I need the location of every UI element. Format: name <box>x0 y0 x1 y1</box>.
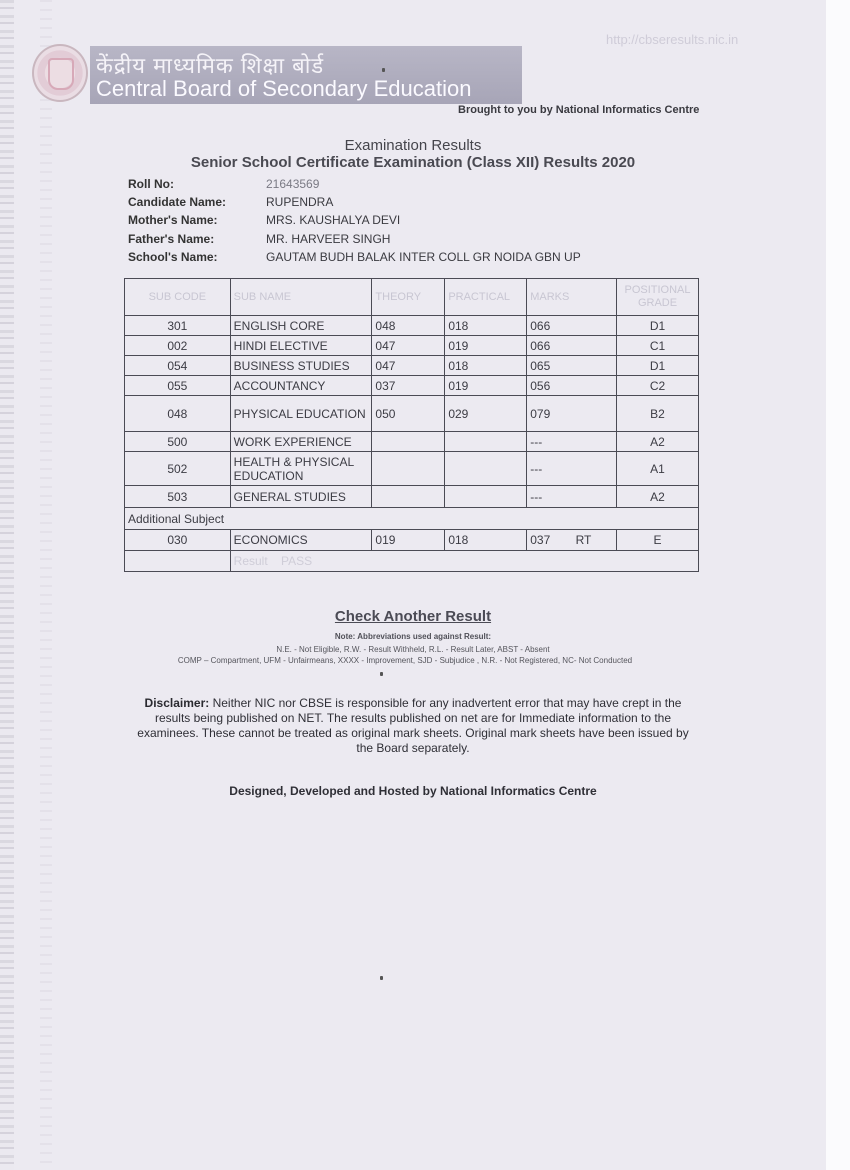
theory <box>372 486 445 508</box>
sub-name: BUSINESS STUDIES <box>230 356 372 376</box>
brought-by: Brought to you by National Informatics Centre <box>458 104 700 116</box>
result-label: Result <box>233 554 268 568</box>
sub-code: 503 <box>125 486 231 508</box>
marks: 079 <box>527 396 617 432</box>
sub-code: 030 <box>125 530 231 551</box>
name-value: RUPENDRA <box>266 195 334 209</box>
roll-label: Roll No: <box>128 177 174 191</box>
theory: 047 <box>372 356 445 376</box>
marks: 066 <box>527 316 617 336</box>
sub-name: WORK EXPERIENCE <box>230 432 372 452</box>
grade: C1 <box>617 336 699 356</box>
theory <box>372 452 445 486</box>
disclaimer-text: Neither NIC nor CBSE is responsible for any inadvertent error that may have crept in the results being published on NET. The results published on net are for Immediate information to the examinees. These cannot be treated as original mark sheets. Original mark sheets have been issued by the Board separately. <box>137 696 689 755</box>
grade: A1 <box>617 452 699 486</box>
marks: --- <box>527 452 617 486</box>
grade: E <box>617 530 699 551</box>
designed-by: Designed, Developed and Hosted by National Informatics Centre <box>229 784 597 798</box>
theory: 019 <box>372 530 445 551</box>
page-edge <box>826 0 850 1170</box>
table-row <box>125 452 699 486</box>
table-row <box>125 376 699 396</box>
sub-name: ACCOUNTANCY <box>230 376 372 396</box>
table-row <box>125 486 699 508</box>
sub-name: HEALTH & PHYSICAL EDUCATION <box>230 452 372 486</box>
marks-cell <box>527 530 617 551</box>
sub-code: 502 <box>125 452 231 486</box>
father-value: MR. HARVEER SINGH <box>266 232 391 246</box>
table-header-row <box>125 279 699 316</box>
scan-artifact-strip <box>40 0 52 1170</box>
practical <box>445 452 527 486</box>
practical: 029 <box>445 396 527 432</box>
sub-name: PHYSICAL EDUCATION <box>230 396 372 432</box>
school-label: School's Name: <box>128 250 218 264</box>
name-label: Candidate Name: <box>128 195 227 209</box>
sub-code: 500 <box>125 432 231 452</box>
result-cell <box>230 551 698 572</box>
table-row <box>125 356 699 376</box>
abbrev-note-line: COMP – Compartment, UFM - Unfairmeans, XXXX - Improvement, SJD - Subjudice , N.R. - Not Registered, NC- Not Conducted <box>177 656 633 665</box>
practical: 018 <box>445 356 527 376</box>
theory: 037 <box>372 376 445 396</box>
sub-code: 055 <box>125 376 231 396</box>
col-header: THEORY <box>372 279 445 316</box>
marks: --- <box>527 432 617 452</box>
sub-code: 054 <box>125 356 231 376</box>
table-row <box>125 316 699 336</box>
father-label: Father's Name: <box>128 232 215 246</box>
disclaimer <box>128 696 698 756</box>
cbse-logo-icon <box>32 44 88 102</box>
remark: RT <box>575 533 592 547</box>
exam-title: Examination Results <box>344 137 482 154</box>
sub-name: ECONOMICS <box>230 530 372 551</box>
mother-label: Mother's Name: <box>128 213 218 227</box>
sub-code: 301 <box>125 316 231 336</box>
marks: 066 <box>527 336 617 356</box>
hindi-title: केंद्रीय माध्यमिक शिक्षा बोर्ड <box>96 53 325 78</box>
table-row <box>125 432 699 452</box>
grade: A2 <box>617 432 699 452</box>
exam-subtitle: Senior School Certificate Examination (Class XII) Results 2020 <box>190 154 636 171</box>
header-banner <box>90 46 522 104</box>
roll-value: 21643569 <box>266 177 320 191</box>
col-header: POSITIONAL GRADE <box>617 279 699 316</box>
theory <box>372 432 445 452</box>
sub-name: GENERAL STUDIES <box>230 486 372 508</box>
result-row <box>125 551 699 572</box>
scan-speck <box>382 68 385 72</box>
practical: 018 <box>445 530 527 551</box>
results-table <box>124 278 699 572</box>
abbrev-note-line: N.E. - Not Eligible, R.W. - Result Withheld, R.L. - Result Later, ABST - Absent <box>276 645 550 654</box>
mother-value: MRS. KAUSHALYA DEVI <box>266 213 401 227</box>
theory: 050 <box>372 396 445 432</box>
school-value: GAUTAM BUDH BALAK INTER COLL GR NOIDA GBN UP <box>266 250 581 264</box>
additional-subject-label: Additional Subject <box>125 508 699 530</box>
sub-name: ENGLISH CORE <box>230 316 372 336</box>
table-row <box>125 336 699 356</box>
scan-speck <box>380 976 383 980</box>
english-title: Central Board of Secondary Education <box>96 76 472 101</box>
table-row <box>125 396 699 432</box>
col-header: SUB CODE <box>125 279 231 316</box>
scan-artifact-strip <box>0 0 14 1170</box>
site-url[interactable]: http://cbseresults.nic.in <box>606 32 739 47</box>
table-row <box>125 530 699 551</box>
practical <box>445 486 527 508</box>
col-header: MARKS <box>527 279 617 316</box>
abbrev-note-title: Note: Abbreviations used against Result: <box>334 632 492 641</box>
practical: 019 <box>445 376 527 396</box>
marks: 065 <box>527 356 617 376</box>
disclaimer-label: Disclaimer: <box>144 696 210 710</box>
col-header: SUB NAME <box>230 279 372 316</box>
scan-speck <box>380 672 383 676</box>
grade: D1 <box>617 356 699 376</box>
practical: 019 <box>445 336 527 356</box>
marks: --- <box>527 486 617 508</box>
practical <box>445 432 527 452</box>
grade: A2 <box>617 486 699 508</box>
marks: 056 <box>527 376 617 396</box>
theory: 048 <box>372 316 445 336</box>
marks: 037 <box>530 533 551 547</box>
cbse-header <box>30 42 500 108</box>
practical: 018 <box>445 316 527 336</box>
grade: D1 <box>617 316 699 336</box>
theory: 047 <box>372 336 445 356</box>
additional-subject-row <box>125 508 699 530</box>
grade: C2 <box>617 376 699 396</box>
grade: B2 <box>617 396 699 432</box>
result-value: PASS <box>281 554 313 568</box>
sub-name: HINDI ELECTIVE <box>230 336 372 356</box>
sub-code: 048 <box>125 396 231 432</box>
sub-code: 002 <box>125 336 231 356</box>
check-another-result-link[interactable]: Check Another Result <box>334 608 492 625</box>
col-header: PRACTICAL <box>445 279 527 316</box>
